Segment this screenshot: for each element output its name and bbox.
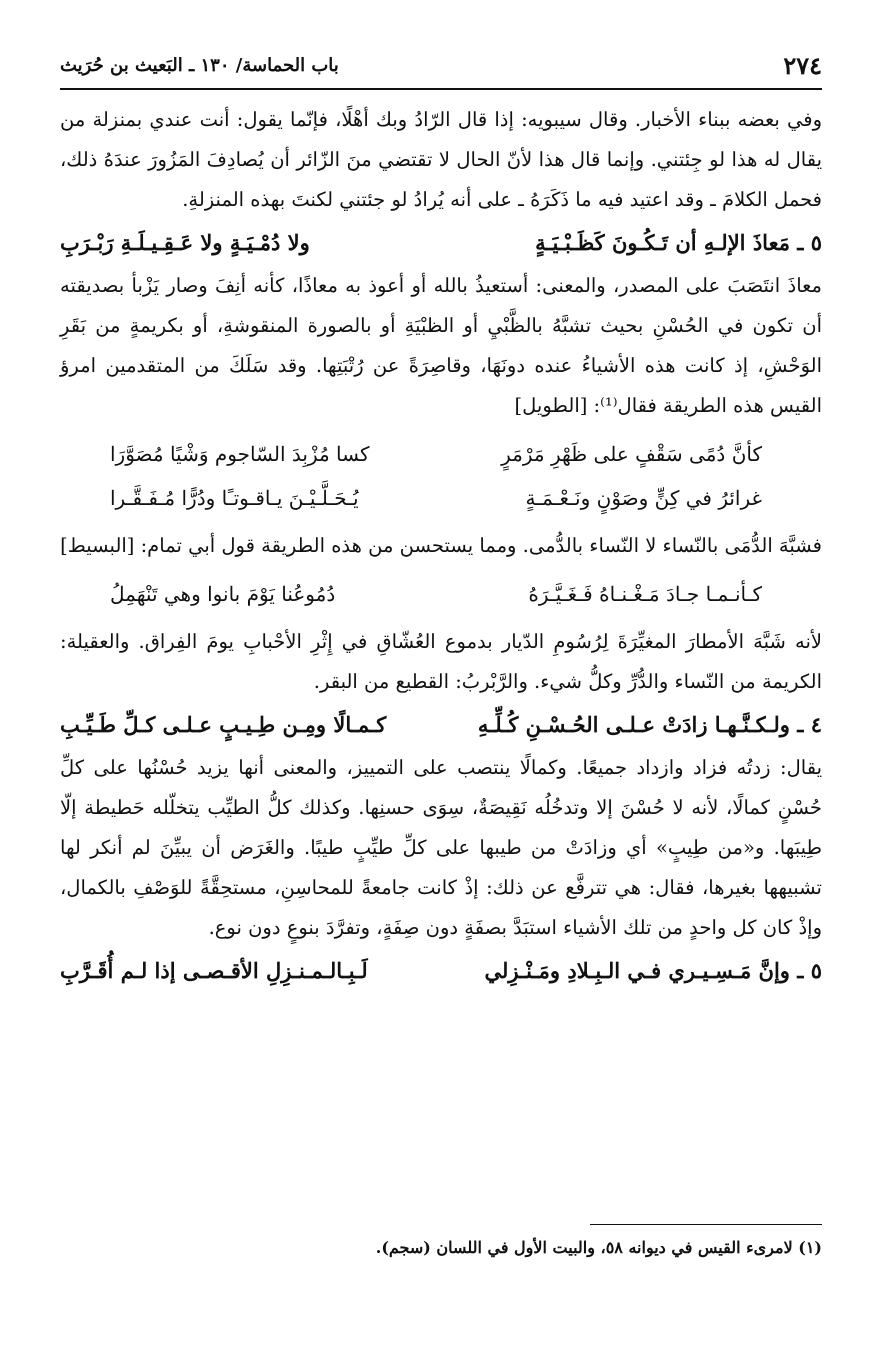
verse-first-hemistich: كأنَّ دُمًى سَقْفٍ على ظَهْرِ مَرْمَرٍ (501, 442, 762, 466)
verse-line-5b (60, 948, 822, 994)
commentary-paragraph: لأنه شَبَّهَ الأمطارَ المغيِّرَةَ لِرُسُومِ الدّيار بدموع العُشّاقِ في إِثْرِ الأحْبابِ يومَ الفِراق. والعقيلة: الكريمة من النّساء والدُّرِّ وكلُّ شيء. والرَّبْربُ: القطيع من البقر. (60, 630, 822, 693)
verse-second-hemistich: لَـبِـالـمـنـزِلِ الأقـصـى إذا لـم أُقَـرَّبِ (60, 958, 368, 983)
verse-second-hemistich: ولا دُمْـيَـةٍ ولا عَـقِـيـلَـةِ رَبْـرَبِ (60, 230, 310, 255)
verse-second-hemistich: دُمُوعُنا يَوْمَ بانوا وهي تَنْهَمِلُ (110, 582, 336, 606)
quoted-verse (60, 432, 822, 476)
page-header (60, 44, 822, 86)
verse-second-hemistich: كـمـالًا ومِـن طِـيـبٍ عـلـى كـلِّ طَـيِّـبِ (60, 712, 387, 737)
header-rule (60, 88, 822, 90)
verse-first-hemistich: غرائرُ في كِنٍّ وصَوْنٍ ونَـعْـمَـةٍ (525, 486, 762, 510)
verse-first-hemistich: كـأنـمـا جـادَ مَـغْـنـاهُ فَـغَـيَّـرَهُ (528, 582, 762, 606)
commentary-paragraph: وفي بعضه ببناء الأخبار. وقال سيبويه: إذا قال الرّادُ وبك أهْلًا، فإنّما يقول: أنت عندي بمنزلة من يقال له هذا لو جِئتني. وإنما قال هذا لأنّ الحال لا تقتضي منَ الزّائر أن يُصادِفَ المَزُورَ عندَهُ ذلك، فحمل الكلامَ ـ وقد اعتيد فيه ما ذَكَرَهُ ـ على أنه يُرادُ لو جئتني لكنتَ بهذه المنزلةِ. (60, 108, 822, 211)
verse-first-hemistich: ٥ ـ مَعاذَ الإلـهِ أن تَـكُـونَ كَظَـبْـيَـةٍ (535, 230, 822, 255)
footnote: (١) لامرىء القيس في ديوانه ٥٨، والبيت الأول في اللسان (سجم). (375, 1238, 822, 1257)
verse-line-4 (60, 702, 822, 748)
body-text (60, 100, 822, 994)
verse-first-hemistich: ٥ ـ وإنَّ مَـسِـيـري فـي الـبِـلادِ ومَـنْـزِلي (484, 958, 822, 983)
quoted-verse (60, 476, 822, 520)
verse-second-hemistich: يُـحَـلَّـيْـنَ يـاقـوتـًا ودُرًّا مُـفَـقَّـرا (110, 486, 359, 510)
commentary-paragraph: يقال: زدتُه فزاد وازداد جميعًا. وكمالًا ينتصب على التمييز، والمعنى أنها يزيد حُسْنُها على كلِّ حُسْنٍ كمالًا، لأنه لا حُسْنَ إلا وتدخُلُه نَقِيصَةٌ، سِوَى حسنِها. وكذلك كلُّ الطيِّب يتخلّله حَطيطة إلّا طِيبَها. و«من طِيبٍ» أي وزادَتْ من طيبها على كلِّ طيِّبٍ طيبًا. والغَرَض أن يبيِّنَ لم أنكر لها تشبيهها بغيرها، فقال: هي تترفَّع عن ذلك: إذْ كانت جامعةً للمحاسِنِ، مستحِقَّةً للوَصْفِ بالكمال، وإذْ كان كل واحدٍ من تلك الأشياء استبَدَّ بصفَةٍ دون صِفَةٍ، وتفرَّدَ بنوعٍ دون نوع. (60, 756, 822, 939)
page-number: ٢٧٤ (783, 50, 822, 80)
verse-second-hemistich: كسا مُزْبِدَ السّاجوم وَشْيًا مُصَوَّرَا (110, 442, 370, 466)
quoted-verse (60, 572, 822, 616)
footnote-rule (590, 1224, 822, 1225)
verse-line-5 (60, 220, 822, 266)
verse-first-hemistich: ٤ ـ ولـكـنَّـهـا زادَتْ عـلـى الحُـسْـنِ كُـلِّـهِ (477, 712, 822, 737)
commentary-paragraph: فشبَّهَ الدُّمَى بالنّساء لا النّساء بالدُّمى. ومما يستحسن من هذه الطريقة قول أبي تمام: [البسيط] (60, 534, 822, 557)
running-title: باب الحماسة/ ١٣٠ ـ البَعيث بن حُرَيث (60, 54, 339, 76)
commentary-paragraph: معاذَ انتَصَبَ على المصدر، والمعنى: أستعيذُ بالله أو أعوذ به معاذًا، كأنه أنِفَ وصار يَزْبأ بصديقته أن تكون في الحُسْنِ بحيث تشبَّهُ بالظَّبْيِ أو الظبْيَةِ أو بالصورة المنقوشةِ، أو بكريمةٍ من بَقَرِ الوَحْشِ، إذ كانت هذه الأشياءُ عنده دونَهَا، وقاصِرَةً عن رُتْبَتِها. وقد سَلَكَ من المتقدمين امرؤ القيس هذه الطريقة فقال⁽¹⁾: [الطويل] (60, 274, 822, 417)
